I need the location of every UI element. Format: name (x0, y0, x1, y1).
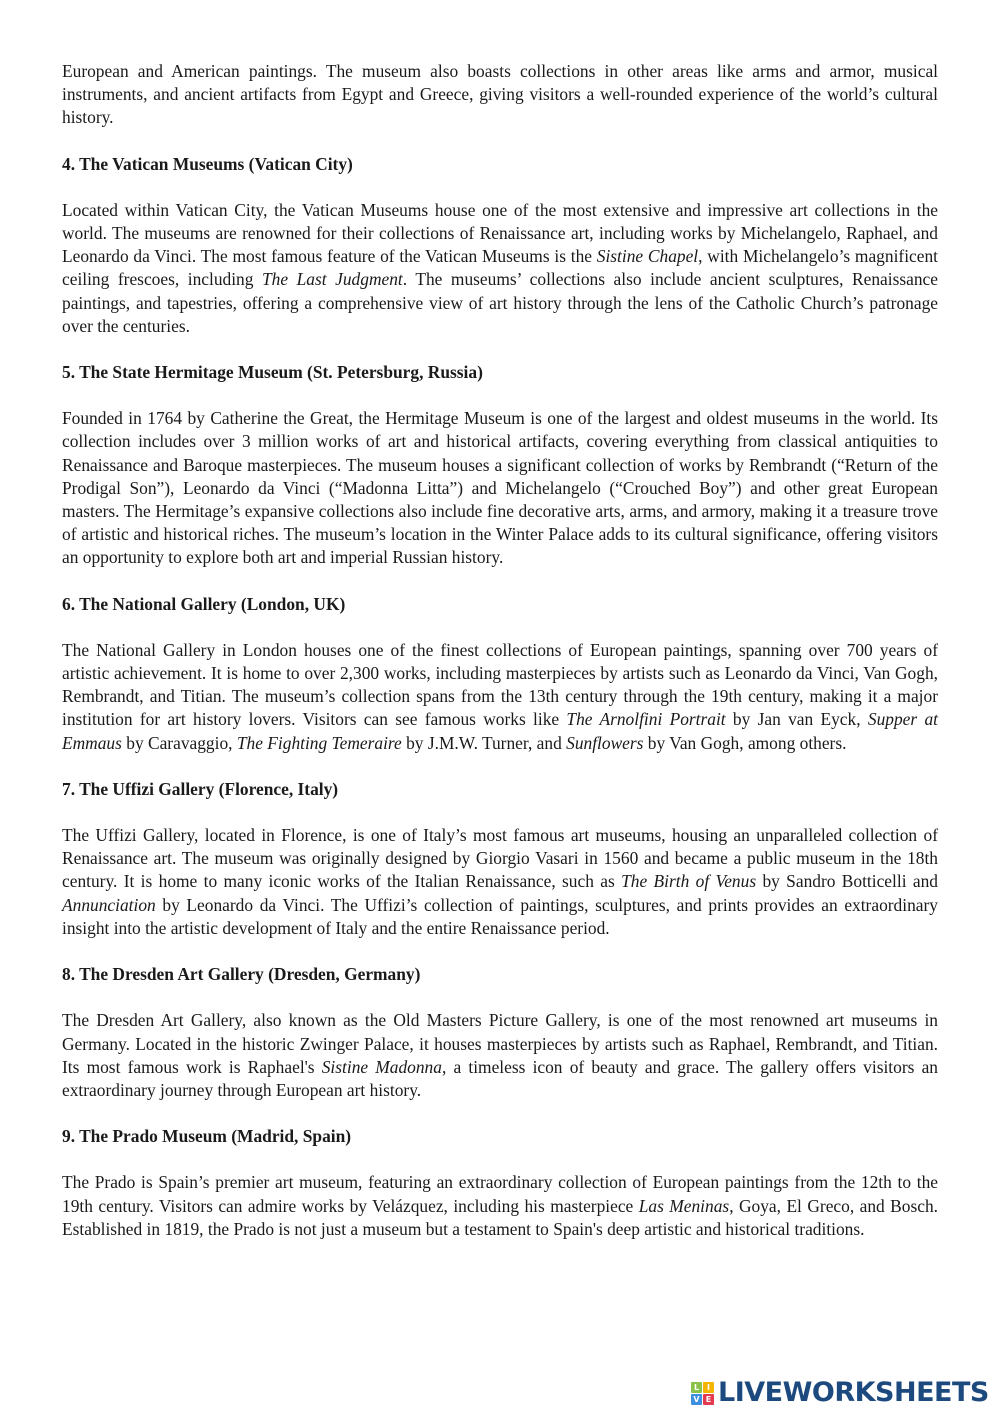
logo-tiles-icon (691, 1382, 714, 1405)
section-heading: 6. The National Gallery (London, UK) (62, 593, 346, 614)
section-paragraph (62, 1009, 938, 1102)
intro-paragraph: European and American paintings. The museum also boasts collections in other areas like arms and armor, musical instruments, and ancient artifacts from Egypt and Greece, giving visitors a well-rounded experience of the world’s cultural history. (62, 61, 938, 128)
text-run: The Uffizi Gallery, located in Florence, is one of Italy’s most famous art museums, housing an unparalleled collection of Renaissance art. The museum was originally designed by Giorgio Vasari in 1560 and became a public museum in the 18th century. It is home to many iconic works of the Italian Renaissance, such as (62, 825, 938, 892)
artwork-title: The Arnolfini Portrait (566, 709, 726, 730)
logo-tile: I (703, 1382, 714, 1393)
text-run: by Van Gogh, among others. (643, 732, 847, 753)
artwork-title: Sistine Madonna (321, 1056, 442, 1077)
text-run: The Prado is Spain’s premier art museum, featuring an extraordinary collection of European paintings from the 12th to the 19th century. Visitors can admire works by Velázquez, including his masterpiece (62, 1172, 938, 1216)
text-run: , with Michelangelo’s magnificent ceiling frescoes, including (62, 246, 938, 290)
section-paragraph (62, 407, 938, 569)
artwork-title: Sunflowers (566, 732, 644, 753)
section-paragraph (62, 199, 938, 338)
text-run: by Sandro Botticelli and (756, 871, 938, 892)
artwork-title: The Birth of Venus (621, 871, 757, 892)
logo-tile: V (691, 1394, 702, 1405)
logo-text: LIVEWORKSHEETS (718, 1377, 989, 1408)
artwork-title: Las Meninas (638, 1195, 730, 1216)
text-run: by Leonardo da Vinci. The Uffizi’s collection of paintings, sculptures, and prints provides an extraordinary insight into the artistic development of Italy and the entire Renaissance period. (62, 894, 938, 938)
artwork-title: Sistine Chapel (596, 246, 699, 267)
liveworksheets-logo[interactable] (691, 1378, 989, 1408)
section-paragraph (62, 824, 938, 940)
text-run: The Dresden Art Gallery, also known as the Old Masters Picture Gallery, is one of the most renowned art museums in Germany. Located in the historic Zwinger Palace, it houses masterpieces by artists such as Raphael, Rembrandt, and Titian. Its most famous work is Raphael's (62, 1010, 938, 1077)
section-heading: 8. The Dresden Art Gallery (Dresden, Germany) (62, 964, 421, 985)
section-heading: 5. The State Hermitage Museum (St. Petersburg, Russia) (62, 362, 483, 383)
text-run: Located within Vatican City, the Vatican Museums house one of the most extensive and impressive art collections in the world. The museums are renowned for their collections of Renaissance art, including works by Michelangelo, Raphael, and Leonardo da Vinci. The most famous feature of the Vatican Museums is the (62, 199, 938, 267)
section-paragraph (62, 639, 938, 755)
section-heading: 7. The Uffizi Gallery (Florence, Italy) (62, 778, 339, 799)
text-run: . The museums’ collections also include ancient sculptures, Renaissance paintings, and tapestries, offering a comprehensive view of art history through the lens of the Catholic Church’s patronage over the centuries. (62, 269, 938, 336)
text-run: by Caravaggio, (121, 732, 237, 753)
artwork-title: Supper at Emmaus (62, 709, 938, 753)
logo-tile: L (691, 1382, 702, 1393)
sections-container (62, 153, 938, 1241)
document-page (62, 60, 938, 1264)
text-run: , a timeless icon of beauty and grace. The gallery offers visitors an extraordinary journey through European art history. (62, 1056, 938, 1100)
section-paragraph (62, 1171, 938, 1241)
text-run: by J.M.W. Turner, and (401, 732, 567, 753)
artwork-title: The Last Judgment (261, 269, 403, 290)
artwork-title: The Fighting Temeraire (236, 732, 402, 753)
text-run: , Goya, El Greco, and Bosch. Established in 1819, the Prado is not just a museum but a testament to Spain's deep artistic and historical traditions. (62, 1195, 938, 1239)
artwork-title: Annunciation (62, 894, 156, 915)
logo-tile: E (703, 1394, 714, 1405)
text-run: The National Gallery in London houses one of the finest collections of European paintings, spanning over 700 years of artistic achievement. It is home to over 2,300 works, including masterpieces by artists such as Leonardo da Vinci, Van Gogh, Rembrandt, and Titian. The museum’s collection spans from the 13th century through the 19th century, making it a major institution for art history lovers. Visitors can see famous works like (62, 639, 938, 730)
section-heading: 4. The Vatican Museums (Vatican City) (62, 153, 353, 174)
text-run: Founded in 1764 by Catherine the Great, the Hermitage Museum is one of the largest and oldest museums in the world. Its collection includes over 3 million works of art and historical artifacts, covering everything from classical antiquities to Renaissance and Baroque masterpieces. The museum houses a significant collection of works by Rembrandt (“Return of the Prodigal Son”), Leonardo da Vinci (“Madonna Litta”) and Michelangelo (“Crouched Boy”) and other great European masters. The Hermitage’s expansive collections also include fine decorative arts, arms, and armory, making it a treasure trove of artistic and historical riches. The museum’s location in the Winter Palace adds to its cultural significance, offering visitors an opportunity to explore both art and imperial Russian history. (62, 408, 938, 568)
text-run: by Jan van Eyck, (725, 709, 868, 730)
section-heading: 9. The Prado Museum (Madrid, Spain) (62, 1126, 352, 1147)
